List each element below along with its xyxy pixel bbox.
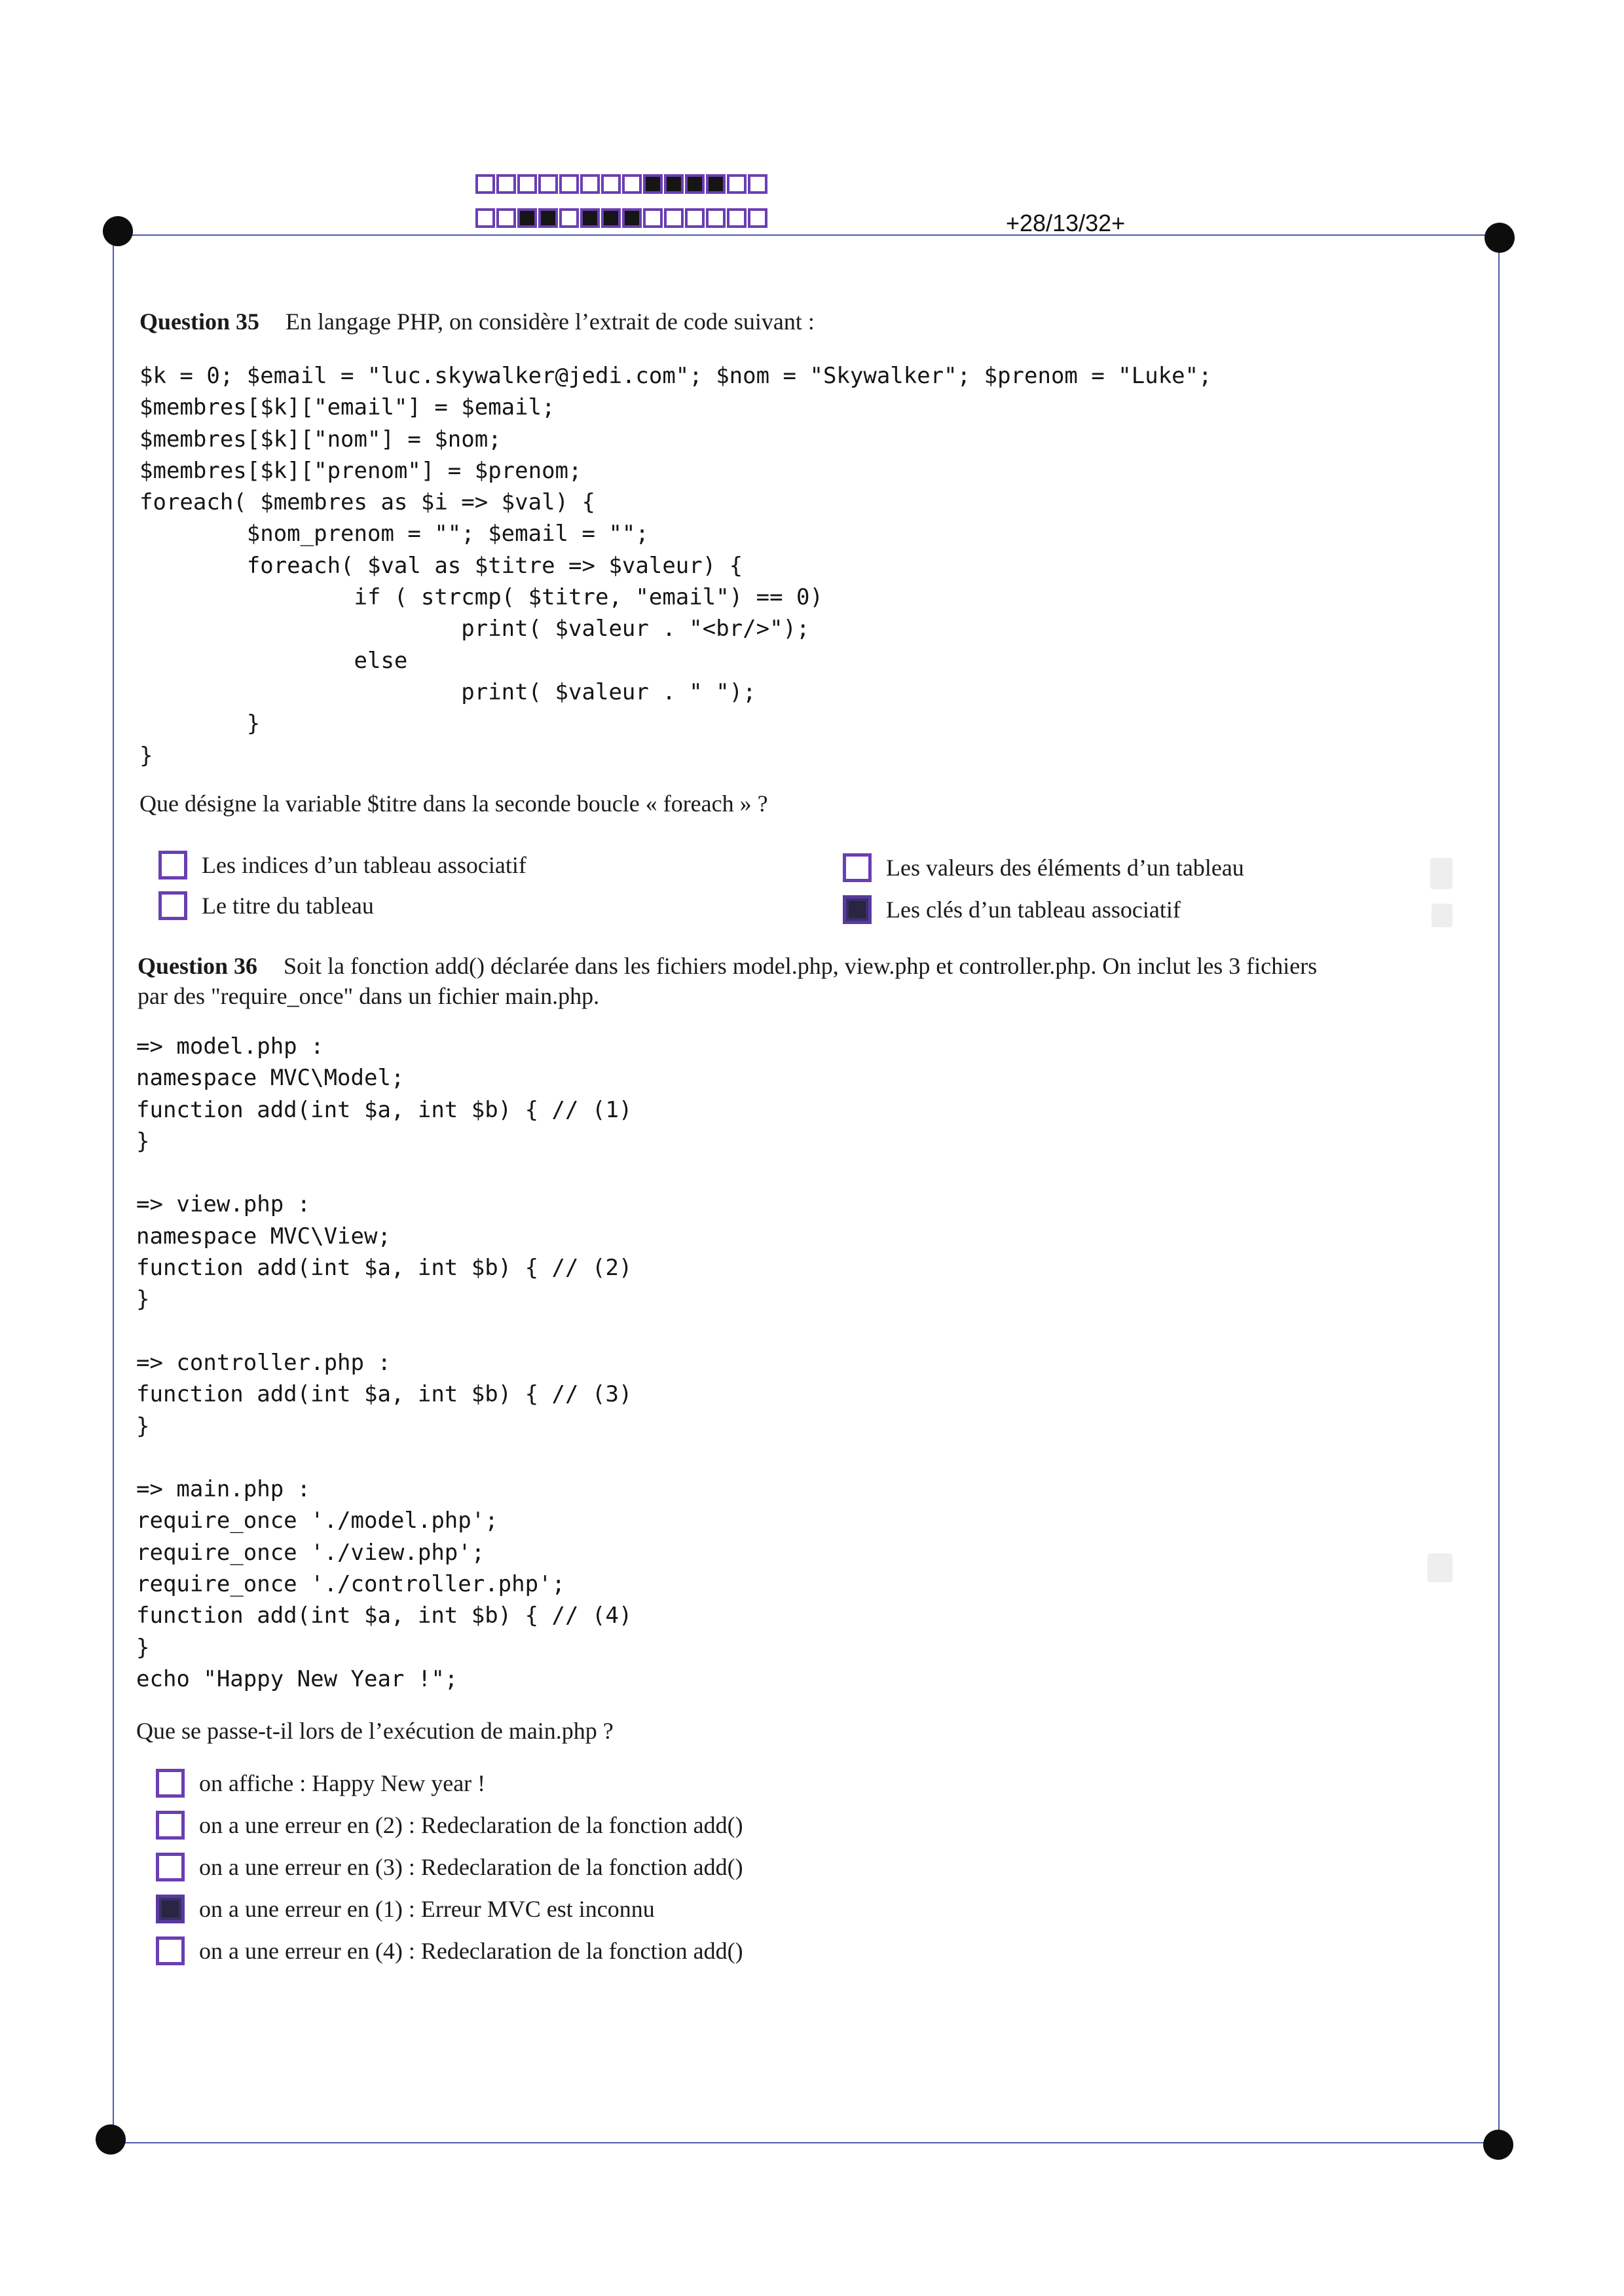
barcode-cell bbox=[538, 174, 558, 194]
frame-left-line bbox=[113, 234, 114, 2143]
q35-checkbox-1[interactable] bbox=[158, 851, 187, 880]
barcode-cell bbox=[559, 208, 579, 228]
barcode-cell bbox=[601, 174, 621, 194]
q36-checkbox-2[interactable] bbox=[156, 1811, 185, 1840]
barcode-cell bbox=[685, 174, 705, 194]
barcode-row-2 bbox=[475, 208, 769, 228]
q35-choice-3[interactable] bbox=[843, 853, 1244, 883]
page-id: +28/13/32+ bbox=[1006, 210, 1126, 236]
question-35-code: $k = 0; $email = "luc.skywalker@jedi.com"; $nom = "Skywalker"; $prenom = "Luke"; $membres[$k]["email"] = $email; $membres[$k]["nom"] = $nom; $membres[$k]["prenom"] = $prenom; foreach( $membres as $i => $val) { $nom_prenom = ""; $email = ""; foreach( $val as $titre => $valeur) { if ( strcmp( $titre, "email") == 0) print( $valeur . "<br/>"); else print( $valeur . " "); } } bbox=[139, 363, 1212, 769]
q36-choice-2[interactable] bbox=[156, 1810, 743, 1840]
corner-mark-top-left bbox=[103, 216, 133, 246]
barcode-cell bbox=[643, 174, 663, 194]
question-35-header bbox=[139, 306, 815, 337]
q36-choice-3[interactable] bbox=[156, 1852, 743, 1882]
q35-checkbox-4[interactable] bbox=[843, 895, 872, 924]
barcode-cell bbox=[706, 174, 726, 194]
scan-smudge bbox=[1430, 858, 1452, 889]
barcode-cell bbox=[727, 174, 747, 194]
corner-mark-bottom-left bbox=[96, 2124, 126, 2155]
barcode-cell bbox=[664, 174, 684, 194]
barcode-cell bbox=[685, 208, 705, 228]
q36-choice-5[interactable] bbox=[156, 1936, 743, 1966]
barcode-cell bbox=[748, 174, 767, 194]
q36-choice-4-label: on a une erreur en (1) : Erreur MVC est inconnu bbox=[199, 1896, 655, 1922]
barcode-cell bbox=[643, 208, 663, 228]
barcode-cell bbox=[622, 174, 642, 194]
corner-mark-bottom-right bbox=[1483, 2130, 1513, 2160]
q35-choice-4[interactable] bbox=[843, 895, 1181, 925]
q36-choice-3-label: on a une erreur en (3) : Redeclaration de la fonction add() bbox=[199, 1854, 743, 1880]
barcode-cell bbox=[538, 208, 558, 228]
barcode-cell bbox=[580, 174, 600, 194]
question-36-code: => model.php : namespace MVC\Model; function add(int $a, int $b) { // (1) } => view.php : namespace MVC\View; function add(int $a, int $b) { // (2) } => controller.php : function add(int $a, int $b) { // (3) } => main.php : require_once './model.php'; require_once './view.php'; require_once './controller.php'; function add(int $a, int $b) { // (4) } echo "Happy New Year !"; bbox=[136, 1033, 633, 1692]
q35-choice-2[interactable] bbox=[158, 891, 374, 921]
barcode-cell bbox=[580, 208, 600, 228]
frame-right-line bbox=[1498, 234, 1500, 2143]
barcode-cell bbox=[475, 208, 495, 228]
question-36-label: Question 36 bbox=[138, 953, 258, 979]
q36-choice-1[interactable] bbox=[156, 1768, 485, 1798]
barcode-cell bbox=[475, 174, 495, 194]
barcode-cell bbox=[706, 208, 726, 228]
question-36-header bbox=[138, 951, 1317, 981]
barcode-cell bbox=[748, 208, 767, 228]
scan-smudge bbox=[1428, 1553, 1452, 1582]
question-35-prompt: Que désigne la variable $titre dans la seconde boucle « foreach » ? bbox=[139, 790, 768, 817]
q35-choice-3-label: Les valeurs des éléments d’un tableau bbox=[886, 855, 1244, 881]
barcode-cell bbox=[622, 208, 642, 228]
barcode-cell bbox=[496, 174, 516, 194]
barcode-cell bbox=[664, 208, 684, 228]
scan-smudge bbox=[1431, 904, 1452, 927]
barcode-cell bbox=[517, 174, 537, 194]
barcode-cell bbox=[601, 208, 621, 228]
q35-choice-4-label: Les clés d’un tableau associatif bbox=[886, 897, 1181, 923]
q35-checkbox-2[interactable] bbox=[158, 891, 187, 920]
q36-choice-4[interactable] bbox=[156, 1894, 655, 1924]
barcode-cell bbox=[559, 174, 579, 194]
q36-checkbox-4[interactable] bbox=[156, 1895, 185, 1923]
frame-top-line bbox=[115, 234, 1500, 236]
question-35-intro: En langage PHP, on considère l’extrait de code suivant : bbox=[286, 308, 815, 335]
question-36-prompt: Que se passe-t-il lors de l’exécution de main.php ? bbox=[136, 1718, 614, 1744]
corner-mark-top-right bbox=[1485, 223, 1515, 253]
q35-checkbox-3[interactable] bbox=[843, 853, 872, 882]
q36-choice-5-label: on a une erreur en (4) : Redeclaration de la fonction add() bbox=[199, 1938, 743, 1964]
q36-checkbox-3[interactable] bbox=[156, 1853, 185, 1881]
question-36-intro-line1: Soit la fonction add() déclarée dans les fichiers model.php, view.php et controller.php. On inclut les 3 fichiers bbox=[284, 953, 1318, 979]
q36-choice-2-label: on a une erreur en (2) : Redeclaration de la fonction add() bbox=[199, 1812, 743, 1838]
q35-choice-2-label: Le titre du tableau bbox=[202, 893, 374, 919]
q35-choice-1[interactable] bbox=[158, 850, 526, 880]
frame-bottom-line bbox=[111, 2142, 1500, 2143]
question-36-intro-line2: par des "require_once" dans un fichier main.php. bbox=[138, 983, 600, 1009]
q36-checkbox-5[interactable] bbox=[156, 1936, 185, 1965]
barcode-row-1 bbox=[475, 174, 769, 194]
q35-choice-1-label: Les indices d’un tableau associatif bbox=[202, 852, 526, 878]
barcode-cell bbox=[727, 208, 747, 228]
q36-choice-1-label: on affiche : Happy New year ! bbox=[199, 1770, 486, 1796]
barcode-cell bbox=[517, 208, 537, 228]
q36-checkbox-1[interactable] bbox=[156, 1769, 185, 1798]
barcode-cell bbox=[496, 208, 516, 228]
question-35-label: Question 35 bbox=[139, 308, 260, 335]
